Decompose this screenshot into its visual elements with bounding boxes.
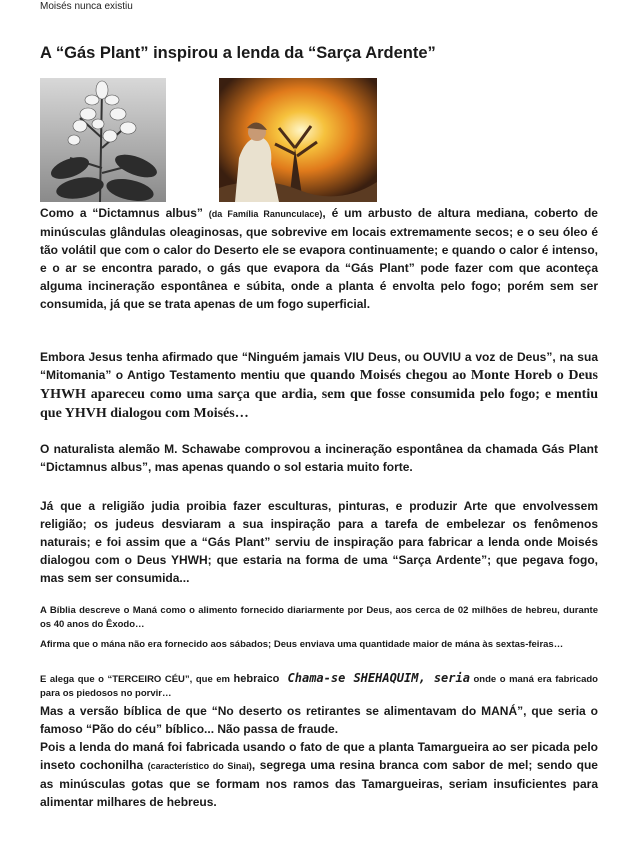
p2-b: quando Moisés chegou ao Monte Horeb o Deus YHWH apareceu como uma sarça que ardia, sem que fosse consumida pelo fogo; e mentiu que YHVH dialogou com Moisés… bbox=[40, 368, 598, 421]
page-title: A “Gás Plant” inspirou a lenda da “Sarça Ardente” bbox=[40, 44, 436, 62]
paragraph-tamargueira bbox=[40, 738, 598, 811]
paragraph-religion-arte: Já que a religião judia proibia fazer esculturas, pinturas, e produzir Arte que envolvessem religião; os judeus desviaram a sua inspiração para a tarefa de embelezar os fenômenos naturais; e foi assim que a “Gás Plant” serviu de inspiração para fabricar a lenda onde Moisés dialogou com o Deus YHWH; que estaria na forma de uma “Sarça Ardente”; que pegava fogo, mas sem ser consumida... bbox=[40, 499, 598, 585]
paragraph-schawabe: O naturalista alemão M. Schawabe comprovou a incineração espontânea da chamada Gás Plant “Dictamnus albus”, mas apenas quando o sol estaria muito forte. bbox=[40, 442, 598, 474]
p1-family-note: (da Família Ranunculace) bbox=[208, 209, 323, 219]
fn3-d: onde o maná era fabricado para os piedosos no porvir… bbox=[40, 674, 598, 699]
paragraph-jesus-horeb bbox=[40, 348, 598, 423]
p6-sinai-note: (característico do Sinai) bbox=[147, 761, 252, 771]
p1-c: , é um arbusto de altura mediana, coberto de minúsculas glândulas oleaginosas, que sobrevive em locais extremamente secos; e o seu óleo é tão volátil que com o calor do Deserto ele se evapora continuamente; e quando o calor é intenso, e o ar se encontra parado, o gás que evapora da “Gás Plant” pode fazer com que aconteça alguma incineração espontânea e súbita, onde a planta é envolta pelo fogo; porém sem ser consumida, já que se trata apenas de um fogo superficial. bbox=[40, 206, 598, 311]
page-header: Moisés nunca existiu bbox=[40, 1, 133, 12]
paragraph-versao-biblica: Mas a versão bíblica de que “No deserto os retirantes se alimentavam do MANÁ”, que seria o famoso “Pão do céu” bíblico... Não passa de fraude. bbox=[40, 704, 598, 736]
note-mana-biblia: A Bíblia descreve o Maná como o alimento fornecido diariarmente por Deus, aos cerca de 02 milhões de hebreu, durante os 40 anos do Êxodo… bbox=[40, 605, 598, 630]
note-terceiro-ceu bbox=[40, 671, 598, 701]
gas-plant-photo bbox=[40, 78, 166, 202]
note-mana-sabados: Afirma que o mána não era fornecido aos sábados; Deus enviava uma quantidade maior de mána às sextas-feiras… bbox=[40, 639, 564, 650]
paragraph-dictamnus bbox=[40, 204, 598, 313]
p6-a: Pois a lenda do maná foi fabricada usando o fato de que a planta Tamargueira ao ser picada pelo inseto cochonilha bbox=[40, 740, 598, 772]
p1-a: Como a “Dictamnus albus” bbox=[40, 206, 203, 220]
fn3-a: E alega que o “TERCEIRO CÉU”, que em bbox=[40, 674, 234, 685]
fn3-c: Chama-se SHEHAQUIM, seria bbox=[279, 671, 470, 685]
p2-a: Embora Jesus tenha afirmado que “Ninguém jamais VIU Deus, ou OUVIU a voz de Deus”, na sua “Mitomania” o Antigo Testamento mentiu que bbox=[40, 350, 598, 382]
p6-c: , segrega uma resina branca com sabor de mel; sendo que as minúsculas gotas que se formam nos ramos das Tamargueiras, seriam insuficientes para alimentar milhares de hebreus. bbox=[40, 758, 598, 809]
fn3-b: hebraico bbox=[233, 673, 280, 685]
burning-bush-painting bbox=[219, 78, 377, 202]
